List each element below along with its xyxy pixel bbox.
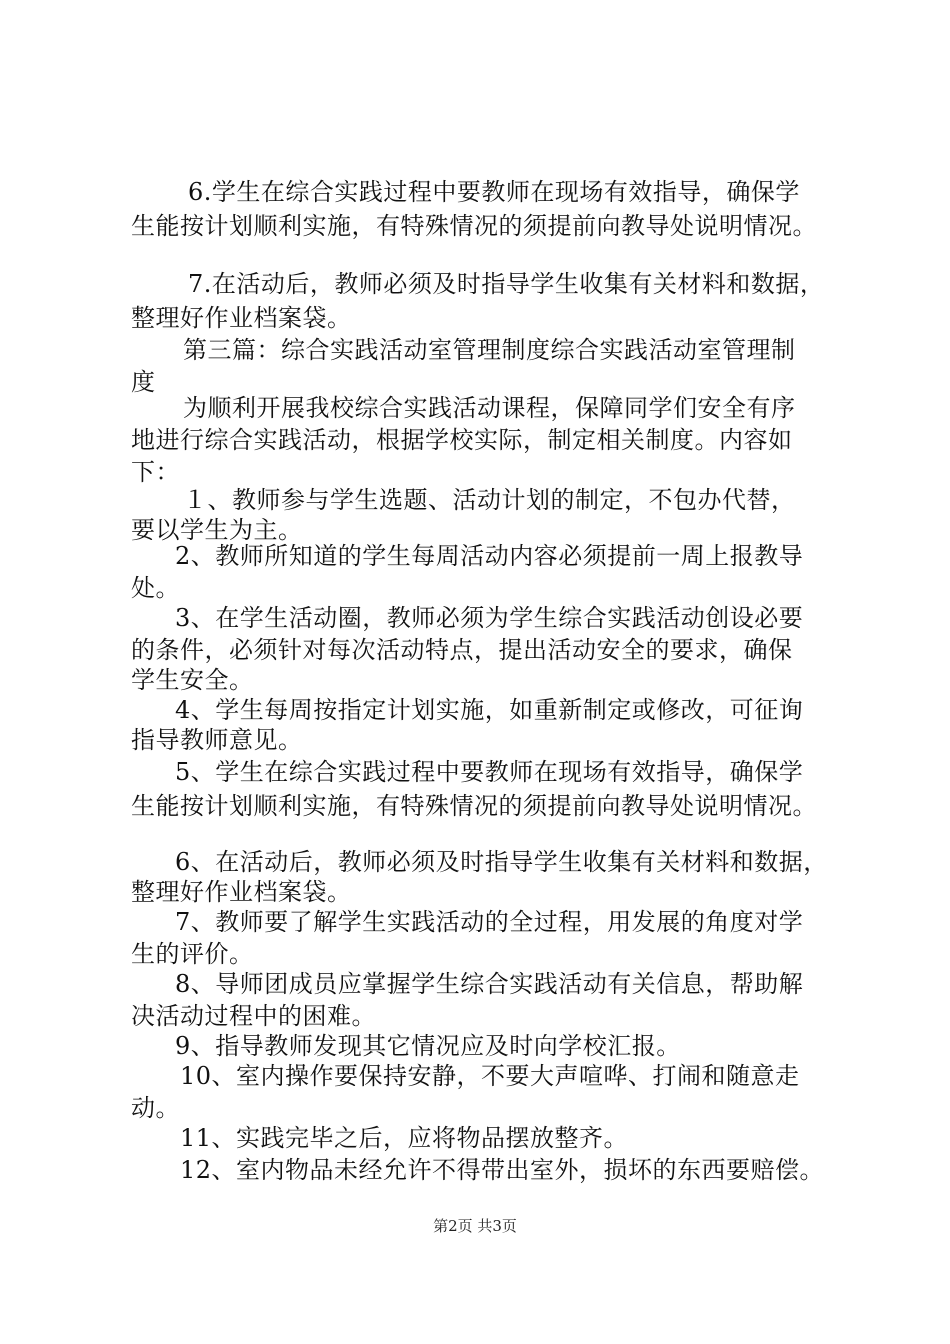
list-item-line: 11、实践完毕之后，应将物品摆放整齐。 [180,1124,629,1152]
list-item-line: 3、在学生活动圈，教师必须为学生综合实践活动创设必要 [175,604,804,632]
list-item-line: 生能按计划顺利实施，有特殊情况的须提前向教导处说明情况。 [131,792,817,820]
paragraph-line: 地进行综合实践活动，根据学校实际，制定相关制度。内容如 [131,426,793,454]
list-item-line: 5、学生在综合实践过程中要教师在现场有效指导，确保学 [175,758,804,786]
list-item-line: 7、教师要了解学生实践活动的全过程，用发展的角度对学 [175,908,804,936]
list-item-line: 生的评价。 [131,940,254,968]
list-item-line: 整理好作业档案袋。 [131,878,352,906]
paragraph-line: 下： [131,458,180,486]
paragraph-line: 7.在活动后，教师必须及时指导学生收集有关材料和数据， [188,270,825,298]
paragraph-line: 6.学生在综合实践过程中要教师在现场有效指导，确保学 [188,178,800,206]
list-item-line: 12、室内物品未经允许不得带出室外，损坏的东西要赔偿。 [180,1156,825,1184]
paragraph-line: 生能按计划顺利实施，有特殊情况的须提前向教导处说明情况。 [131,212,817,240]
list-item-line: 动。 [131,1094,180,1122]
list-item-line: 学生安全。 [131,666,254,694]
paragraph-line: 为顺利开展我校综合实践活动课程，保障同学们安全有序 [183,394,796,422]
section-heading: 第三篇：综合实践活动室管理制度综合实践活动室管理制 [183,336,796,364]
list-item-line: 的条件，必须针对每次活动特点，提出活动安全的要求，确保 [131,636,793,664]
list-item-line: 指导教师意见。 [131,726,303,754]
list-item-line: 2、教师所知道的学生每周活动内容必须提前一周上报教导 [175,542,804,570]
list-item-line: 9、指导教师发现其它情况应及时向学校汇报。 [175,1032,681,1060]
list-item-line: 4、学生每周按指定计划实施，如重新制定或修改，可征询 [175,696,804,724]
list-item-line: １、教师参与学生选题、活动计划的制定，不包办代替， [183,486,796,514]
section-heading: 度 [131,368,156,396]
list-item-line: 8、导师团成员应掌握学生综合实践活动有关信息，帮助解 [175,970,804,998]
paragraph-line: 整理好作业档案袋。 [131,304,352,332]
list-item-line: 要以学生为主。 [131,516,303,544]
list-item-line: 6、在活动后，教师必须及时指导学生收集有关材料和数据， [175,848,828,876]
list-item-line: 处。 [131,574,180,602]
page-number-footer: 第2页 共3页 [433,1217,517,1235]
list-item-line: 10、室内操作要保持安静，不要大声喧哗、打闹和随意走 [180,1062,800,1090]
list-item-line: 决活动过程中的困难。 [131,1002,376,1030]
